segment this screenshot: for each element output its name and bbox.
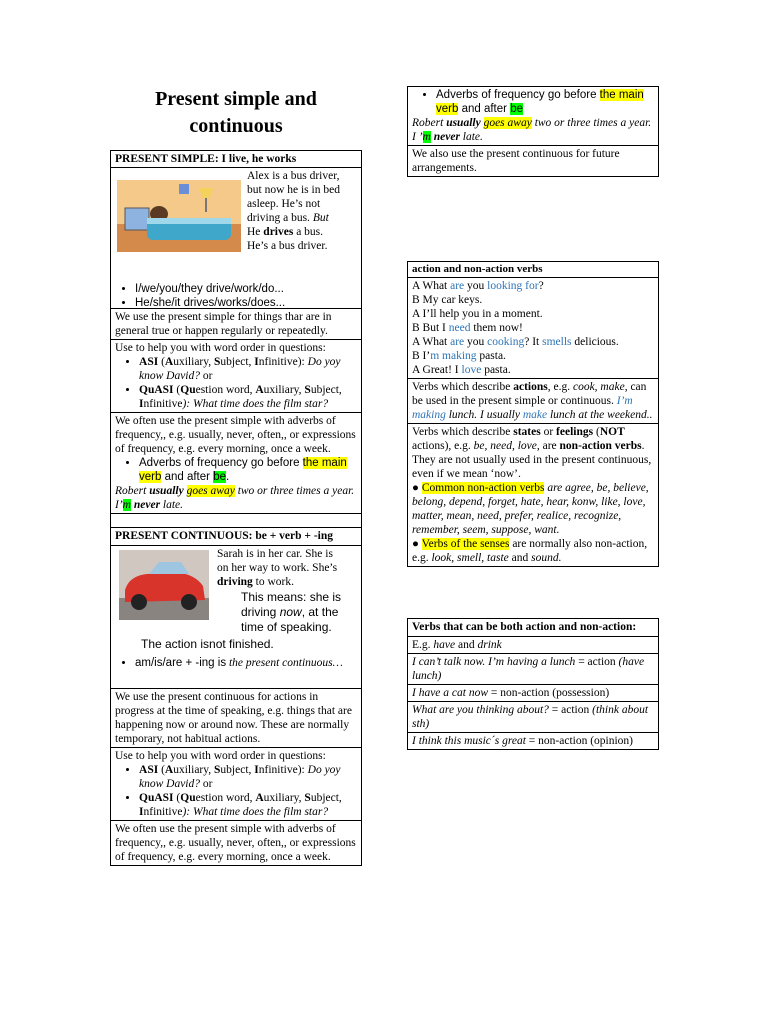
action-verbs-table: [407, 261, 659, 567]
list-item: • He/she/it drives/works/does...: [135, 296, 285, 310]
list-item: • ASI (Auxiliary, Subject, Infinitive): Do yoy know David? or: [139, 763, 357, 791]
present-continuous-header: PRESENT CONTINUOUS: be + verb + -ing: [111, 528, 361, 546]
action-verbs-header: action and non-action verbs: [408, 262, 658, 278]
table-row: What are you thinking about? = action (think about sth): [408, 702, 658, 733]
red-car-image: [119, 550, 209, 620]
present-continuous-form: [111, 656, 355, 670]
adverbs-box: [407, 86, 659, 177]
list-item: • am/is/are + -ing is the present continuous…: [135, 656, 355, 670]
present-continuous-story-cell: [111, 546, 361, 689]
present-simple-table: [110, 150, 362, 866]
present-continuous-story-c: The action isnot finished.: [141, 637, 274, 651]
table-row: I can’t talk now. I’m having a lunch = action (have lunch): [408, 654, 658, 685]
both-verbs-table: [407, 618, 659, 750]
action-verbs-explanation: Verbs which describe actions, e.g. cook, make, can be used in the present simple or continuous. I’m making lunch. I usually make lunch at the weekend..: [408, 379, 658, 424]
list-item: • ASI (Auxiliary, Subject, Infinitive): Do yoy know David? or: [139, 355, 357, 383]
sleeping-man-image: [117, 180, 241, 252]
present-simple-adverbs: We often use the present simple with adverbs of frequency,, e.g. usually, never, often,, or expressions of frequency, e.g. every morning, once a week. • Adverbs of frequency go before the main verb and after be. Robert usually goes away two or three times a year. I’m never late.: [111, 413, 361, 514]
present-continuous-story-a: Sarah is in her car. She is on her way to work. She’s driving to work.: [217, 548, 338, 588]
present-continuous-adverbs: We often use the present simple with adverbs of frequency,, e.g. usually, never, often,, or expressions of frequency, e.g. every morning, once a week.: [115, 823, 356, 863]
list-item: • Adverbs of frequency go before the main verb and after be: [436, 88, 654, 116]
future-arrangements: We also use the present continuous for future arrangements.: [412, 148, 620, 174]
present-simple-story-cell: [111, 168, 361, 309]
both-verbs-header: Verbs that can be both action and non-action:: [408, 619, 658, 637]
page-title: Present simple and continuous: [155, 88, 317, 137]
present-simple-forms: [111, 282, 285, 310]
present-continuous-story-b: This means: she is driving now, at the time of speaking.: [241, 590, 342, 634]
present-simple-word-order: Use to help you with word order in questions: • ASI (Auxiliary, Subject, Infinitive): Do yoy know David? or • QuASI (Question word, Auxiliary, Subject, Infinitive): What time does the film star?: [111, 340, 361, 413]
present-simple-header: PRESENT SIMPLE: I live, he works: [111, 151, 361, 168]
empty-row: [111, 514, 361, 528]
list-item: • Adverbs of frequency go before the main verb and after be.: [139, 456, 357, 484]
list-item: • I/we/you/they drive/work/do...: [135, 282, 285, 296]
adverbs-rule: • Adverbs of frequency go before the main verb and after be Robert usually goes away two or three times a year. I ’m never late.: [408, 87, 658, 146]
present-simple-use: We use the present simple for things thar are in general true or happen regularly or repeatedly.: [111, 309, 361, 340]
table-row: I think this music´s great = non-action (opinion): [412, 735, 634, 747]
list-item: • QuASI (Question word, Auxiliary, Subject, Infinitive): What time does the film star?: [139, 383, 357, 411]
present-continuous-word-order: Use to help you with word order in questions: • ASI (Auxiliary, Subject, Infinitive): Do yoy know David? or • QuASI (Question word, Auxiliary, Subject, Infinitive): What time does the film star?: [111, 748, 361, 821]
table-row: I have a cat now = non-action (possession): [408, 685, 658, 702]
list-item: • QuASI (Question word, Auxiliary, Subject, Infinitive): What time does the film star?: [139, 791, 357, 819]
non-action-verbs-explanation: Verbs which describe states or feelings (NOT actions), e.g. be, need, love, are non-action verbs. They are not usually used in the present continuous, even if we mean ‘now’. ● Common non-action verbs are agree, be, believe, belong, depend, forget, hate, hear, konw, like, love, matter, mean, need, prefer, realice, recognize, remember, seem, suppose, want. ● Verbs of the senses are normally also non-action, e.g. look, smell, taste and sound.: [412, 426, 652, 564]
present-simple-story: Alex is a bus driver, but now he is in bed asleep. He’s not driving a bus. But He drives a bus. He’s a bus driver.: [247, 170, 340, 252]
table-row: E.g. have and drink: [408, 637, 658, 654]
present-continuous-use: We use the present continuous for actions in progress at the time of speaking, e.g. things that are happening now or around now. These are normally temporary, not habitual actions.: [111, 689, 361, 748]
action-dialogue: A What are you looking for? B My car keys. A I’ll help you in a moment. B But I need them now! A What are you cooking? It smells delicious. B I’m making pasta. A Great! I love pasta.: [408, 278, 658, 379]
